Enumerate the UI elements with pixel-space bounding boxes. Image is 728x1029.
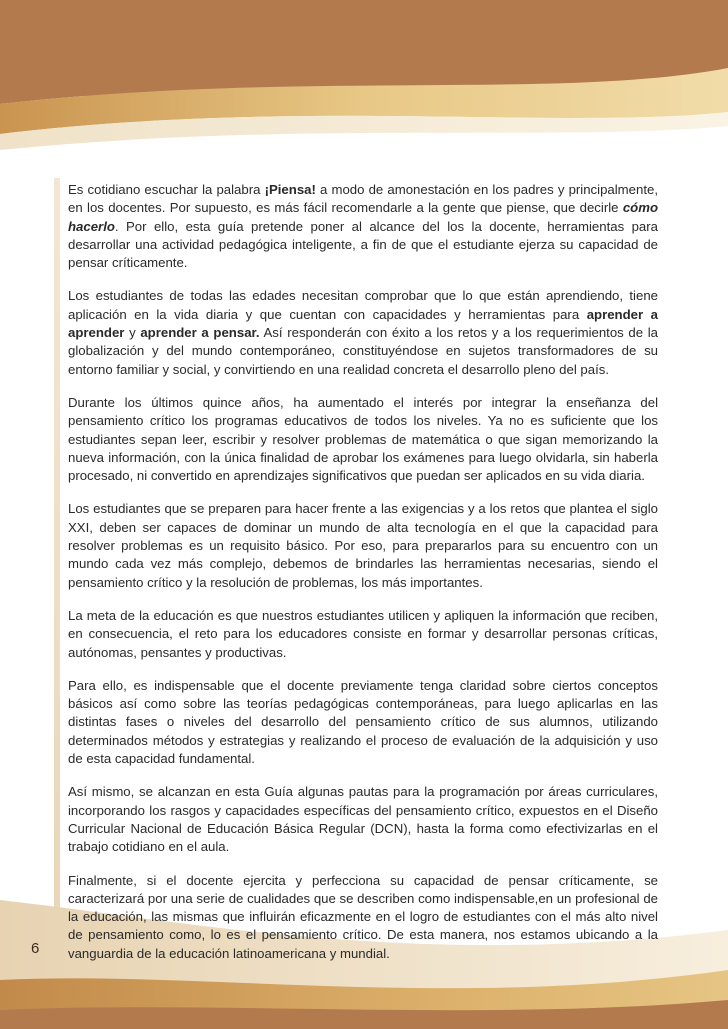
text-run: Los estudiantes que se preparen para hacer frente a las exigencias y a los retos que plantea el siglo XXI, deben ser capaces de dominar un mundo de alta tecnología en el que la capacidad para resolver problemas es un requisito básico. Por eso, para prepararlos para su encuentro con un mundo cada vez más complejo, debemos de brindarles las herramientas necesarias, siendo el pensamiento crítico y la resolución de problemas, los más importantes. <box>68 501 658 590</box>
text-run: . Por ello, esta guía pretende poner al alcance del los la docente, herramientas para desarrollar una actividad pedagógica inteligente, a fin de que el estudiante ejerza su capacidad de pensar críticamente. <box>68 218 658 271</box>
paragraph <box>68 181 658 272</box>
paragraph <box>68 287 658 378</box>
text-run: Finalmente, si el docente ejercita y perfecciona su capacidad de pensar críticamente, se caracterizará por una serie de cualidades que se describen como indispensable,en un profesional de la educación, las mismas que influirán eficazmente en el logro de estudiantes con el más alto nivel de pensamiento como, lo es el pensamiento crítico. De esta manera, nos estamos ubicando a la vanguardia de la educación latinoamericana y mundial. <box>68 872 658 961</box>
left-margin-rule <box>54 178 60 938</box>
paragraph <box>68 607 658 662</box>
paragraph <box>68 500 658 591</box>
text-run: Durante los últimos quince años, ha aumentado el interés por integrar la enseñanza del pensamiento crítico los programas educativos de todos los niveles. Ya no es suficiente que los estudiantes sepan leer, escribir y resolver problemas de matemática o que sigan memorizando la nueva información, con la única finalidad de aprobar los exámenes para luego olvidarla, sin haberla procesado, ni convertido en aprendizajes significativos que puedan ser aplicados en su vida diaria. <box>68 394 658 484</box>
paragraph <box>68 783 658 856</box>
header-wave-decoration <box>0 60 728 150</box>
paragraph <box>68 872 658 963</box>
emphasis-text: aprender a aprender <box>68 306 658 341</box>
text-run: y <box>124 325 141 341</box>
body-text <box>68 181 658 978</box>
paragraph <box>68 394 658 485</box>
emphasis-text: ¡Piensa! <box>264 182 316 197</box>
paragraph <box>68 677 658 768</box>
text-run: Es cotidiano escuchar la palabra <box>68 182 265 197</box>
emphasis-text: aprender a pensar. <box>140 325 260 341</box>
text-run: Así mismo, se alcanzan en esta Guía algunas pautas para la programación por áreas curriculares, incorporando los rasgos y capacidades específicas del pensamiento crítico, expuestos en el Diseño Curricular Nacional de Educación Básica Regular (DCN), hasta la forma como efectivizarlas en el trabajo cotidiano en el aula. <box>68 784 658 855</box>
text-run: Para ello, es indispensable que el docente previamente tenga claridad sobre ciertos conceptos básicos así como sobre las teorías pedagógicas contemporáneas, para luego aplicarlas en las distintas fases o niveles del desarrollo del pensamiento crítico de sus alumnos, utilizando determinados métodos y estrategias y realizando el proceso de evaluación de la adquisición y uso de esta capacidad fundamental. <box>68 677 658 767</box>
emphasis-text: cómo hacerlo <box>68 200 658 234</box>
page-number: 6 <box>31 940 40 957</box>
text-run: Los estudiantes de todas las edades necesitan comprobar que lo que están aprendiendo, tiene aplicación en la vida diaria y que cuentan con capacidades y herramientas para <box>68 288 658 322</box>
text-run: La meta de la educación es que nuestros estudiantes utilicen y apliquen la información que reciben, en consecuencia, el reto para los educadores consiste en formar y desarrollar personas críticas, autónomas, pensantes y productivas. <box>68 607 658 660</box>
text-run: Así responderán con éxito a los retos y a los requerimientos de la globalización y del mundo contemporáneo, constituyéndose en sujetos transformadores de su entorno familiar y social, y convirtiendo en una realidad concreta el desarrollo pleno del país. <box>68 325 658 377</box>
text-run: a modo de amonestación en los padres y principalmente, en los docentes. Por supuesto, es más fácil recomendarle a la gente que piense, que decirle <box>68 182 658 216</box>
